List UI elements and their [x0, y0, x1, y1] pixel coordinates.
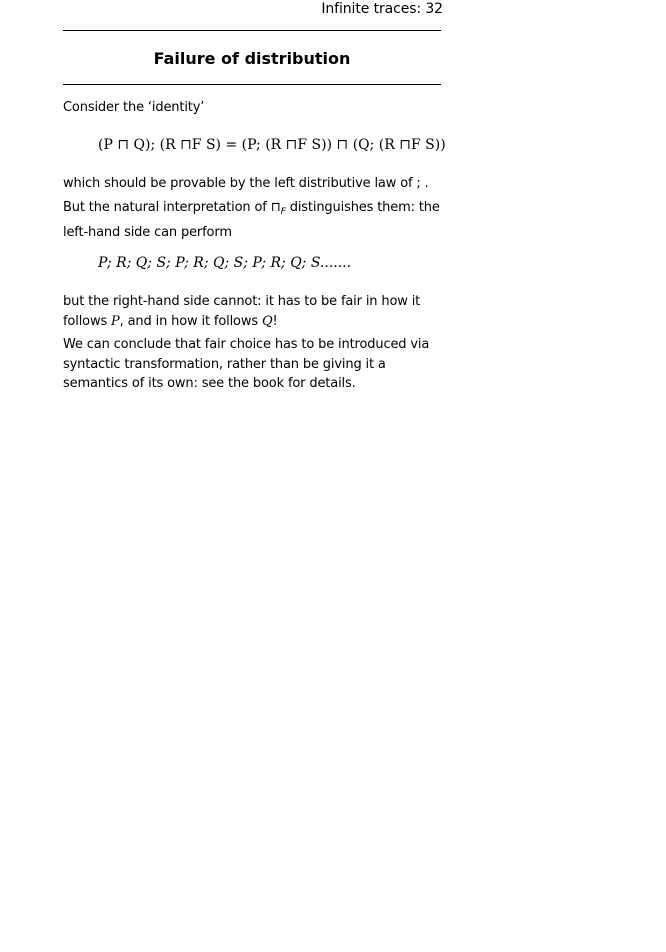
running-head: Infinite traces: 32 [321, 1, 443, 17]
equation-identity: (P ⊓ Q); (R ⊓F S) = (P; (R ⊓F S)) ⊓ (Q; (R ⊓F S)) [98, 137, 446, 153]
p4-var-p: P [111, 313, 120, 329]
paragraph-consider: Consider the ‘identity’ [63, 100, 205, 115]
section-title: Failure of distribution [153, 49, 351, 68]
p3-text-b: distinguishes them: the left-hand side can perform [63, 200, 440, 240]
p3-text-a: But the natural interpretation of ⊓ [63, 200, 281, 215]
top-rule [63, 30, 441, 31]
p4-text-b: , and in how it follows [119, 313, 262, 329]
p4-text-c: ! [272, 313, 278, 329]
paragraph-right-hand-side [63, 292, 433, 331]
bottom-rule [63, 84, 441, 85]
equation-trace: P; R; Q; S; P; R; Q; S; P; R; Q; S....... [98, 255, 352, 271]
p4-text-a: but the right-hand side cannot: it has to be fair in how it follows [63, 294, 421, 329]
p4-var-q: Q [261, 313, 273, 329]
paragraph-distributive-law: which should be provable by the left distributive law of ; . [63, 176, 429, 191]
paragraph-natural-interpretation [63, 198, 448, 242]
paragraph-conclusion: We can conclude that fair choice has to be introduced via syntactic transformation, rather than be giving it a semantics of its own: see the book for details. [63, 337, 430, 391]
p3-subscript: F [280, 207, 286, 217]
